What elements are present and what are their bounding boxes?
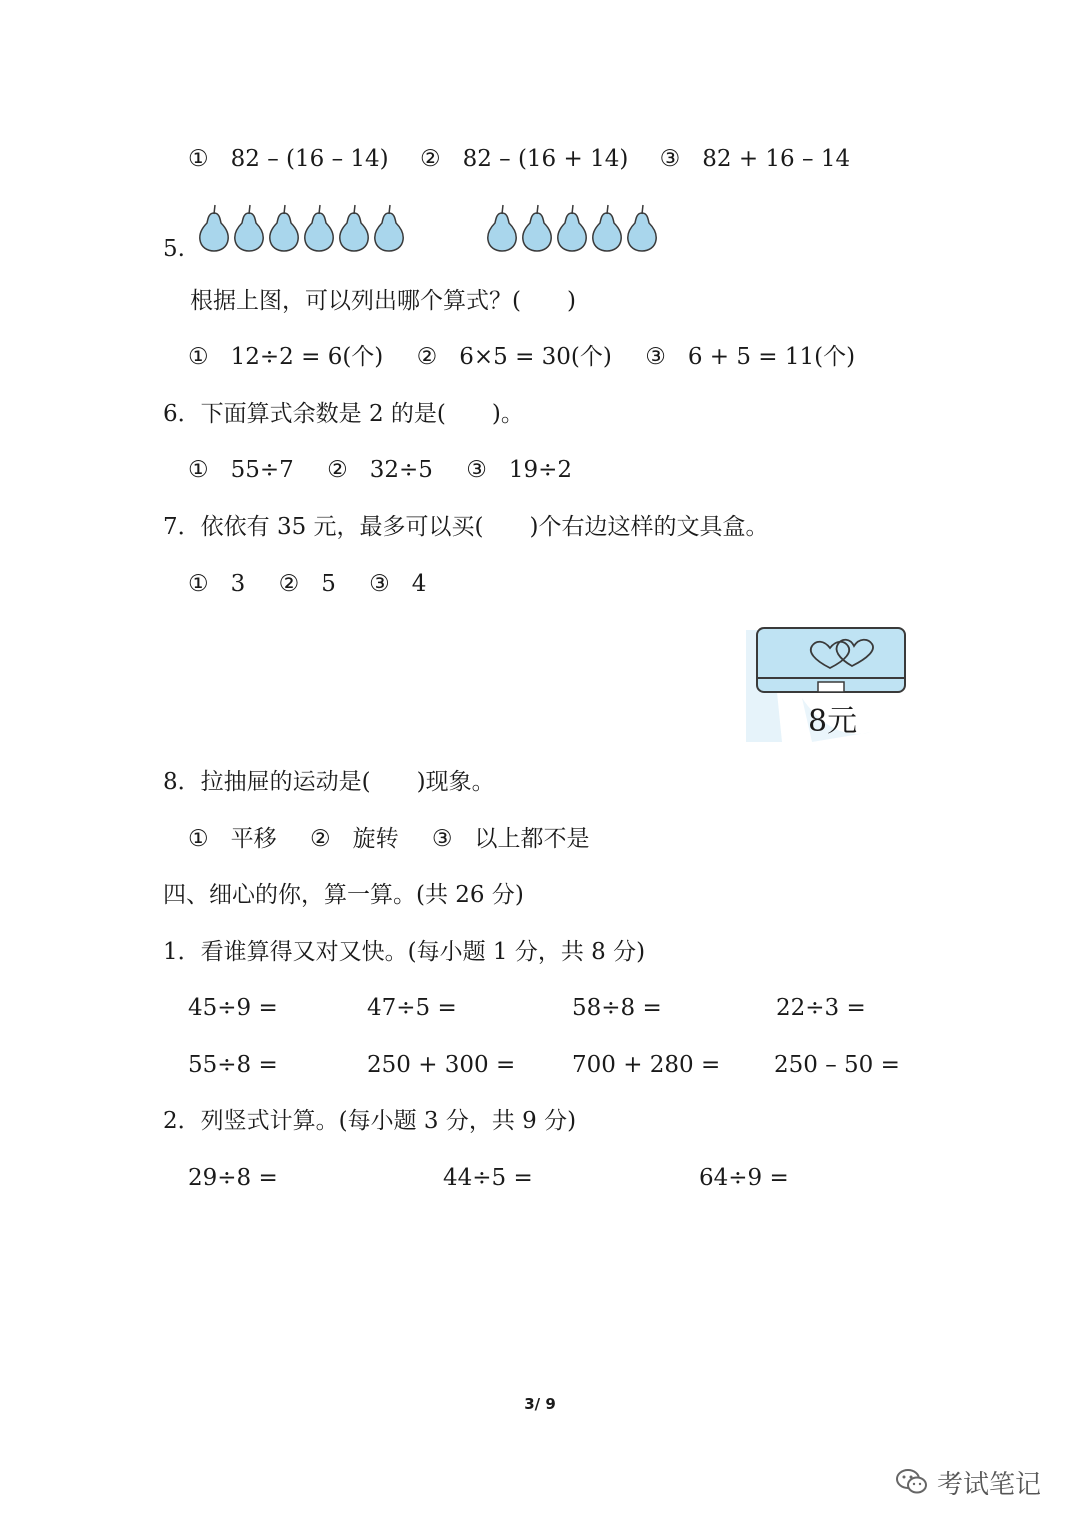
option-marker: ②: [278, 571, 300, 597]
option-marker: ①: [188, 146, 209, 172]
pencil-box-price: 8元: [808, 704, 858, 739]
q5-question: 根据上图，可以列出哪个算式？( ): [190, 288, 576, 314]
q5-option-3: 6 + 5 = 11(个): [687, 344, 856, 370]
option-marker: ③: [466, 457, 487, 483]
calc-item: 45÷9 =: [188, 995, 278, 1021]
q8-options: [188, 824, 590, 854]
watermark: [895, 1462, 1041, 1502]
calc-item: 700 + 280 =: [572, 1052, 721, 1078]
q4-option-2: 82 – (16 + 14): [462, 146, 629, 172]
q7-option-2: 5: [321, 571, 336, 597]
pear-icon: [523, 205, 551, 251]
calc-item: 47÷5 =: [367, 995, 457, 1021]
pear-icon: [375, 205, 403, 251]
q8-text: 8．拉抽屉的运动是( )现象。: [163, 769, 495, 795]
calc-item: 58÷8 =: [572, 995, 662, 1021]
pear-icon: [488, 205, 516, 251]
calc-item: 64÷9 =: [699, 1165, 789, 1191]
q7-option-1: 3: [230, 571, 246, 597]
q4-option-1: 82 – (16 – 14): [230, 146, 389, 172]
part2-title: 2．列竖式计算。(每小题 3 分，共 9 分): [163, 1108, 577, 1134]
option-marker: ②: [309, 826, 331, 852]
pear-icon: [200, 205, 228, 251]
pencil-box-clasp: [818, 682, 844, 692]
q5-option-2: 6×5 = 30(个): [459, 344, 612, 370]
q6-option-1: 55÷7: [230, 457, 294, 483]
q6-option-2: 32÷5: [369, 457, 433, 483]
calc-item: 22÷3 =: [776, 995, 866, 1021]
option-marker: ③: [369, 571, 390, 597]
option-marker: ①: [188, 571, 209, 597]
q5-option-1: 12÷2 = 6(个): [230, 344, 384, 370]
pear-icon: [305, 205, 333, 251]
q6-text: 6．下面算式余数是 2 的是( )。: [163, 401, 524, 427]
pear-group-left: [196, 204, 426, 252]
q4-options: [188, 144, 850, 174]
q8-option-2: 旋转: [352, 826, 399, 852]
q5-number: 5.: [163, 236, 185, 262]
q8-option-3: 以上都不是: [474, 826, 590, 852]
calc-row-1: [0, 993, 1080, 1023]
pear-icon: [593, 205, 621, 251]
q7-text: 7．依依有 35 元，最多可以买( )个右边这样的文具盒。: [163, 514, 769, 540]
pear-icon: [270, 205, 298, 251]
q5-options: [188, 342, 855, 372]
option-marker: ②: [419, 146, 441, 172]
wechat-icon: [895, 1467, 929, 1497]
pear-icon: [628, 205, 656, 251]
part1-title: 1．看谁算得又对又快。(每小题 1 分，共 8 分): [163, 939, 646, 965]
option-marker: ③: [431, 826, 453, 852]
pear-group-right: [484, 204, 674, 252]
pears: [484, 204, 663, 252]
option-marker: ③: [659, 146, 681, 172]
page-number: 3/ 9: [524, 1395, 556, 1413]
calc-item: 44÷5 =: [443, 1165, 533, 1191]
q6-options: [188, 455, 572, 485]
q4-option-3: 82 + 16 – 14: [702, 146, 851, 172]
option-marker: ③: [645, 344, 666, 370]
pear-icon: [235, 205, 263, 251]
q7-option-3: 4: [411, 571, 427, 597]
q7-options: [188, 569, 426, 599]
q8-option-1: 平移: [230, 826, 277, 852]
calc-item: 250 – 50 =: [774, 1052, 900, 1078]
calc-item: 29÷8 =: [188, 1165, 278, 1191]
q6-option-3: 19÷2: [508, 457, 573, 483]
option-marker: ①: [188, 344, 209, 370]
vertical-calc-row: [0, 1163, 1080, 1193]
calc-row-2: [0, 1050, 1080, 1080]
calc-item: 55÷8 =: [188, 1052, 278, 1078]
calc-item: 250 + 300 =: [367, 1052, 516, 1078]
option-marker: ②: [327, 457, 348, 483]
option-marker: ②: [416, 344, 438, 370]
pear-icon: [340, 205, 368, 251]
option-marker: ①: [188, 457, 209, 483]
section4-title: 四、细心的你，算一算。(共 26 分): [163, 882, 524, 908]
watermark-text: 考试笔记: [937, 1469, 1042, 1500]
pears: [196, 204, 410, 252]
pear-icon: [558, 205, 586, 251]
option-marker: ①: [188, 826, 209, 852]
